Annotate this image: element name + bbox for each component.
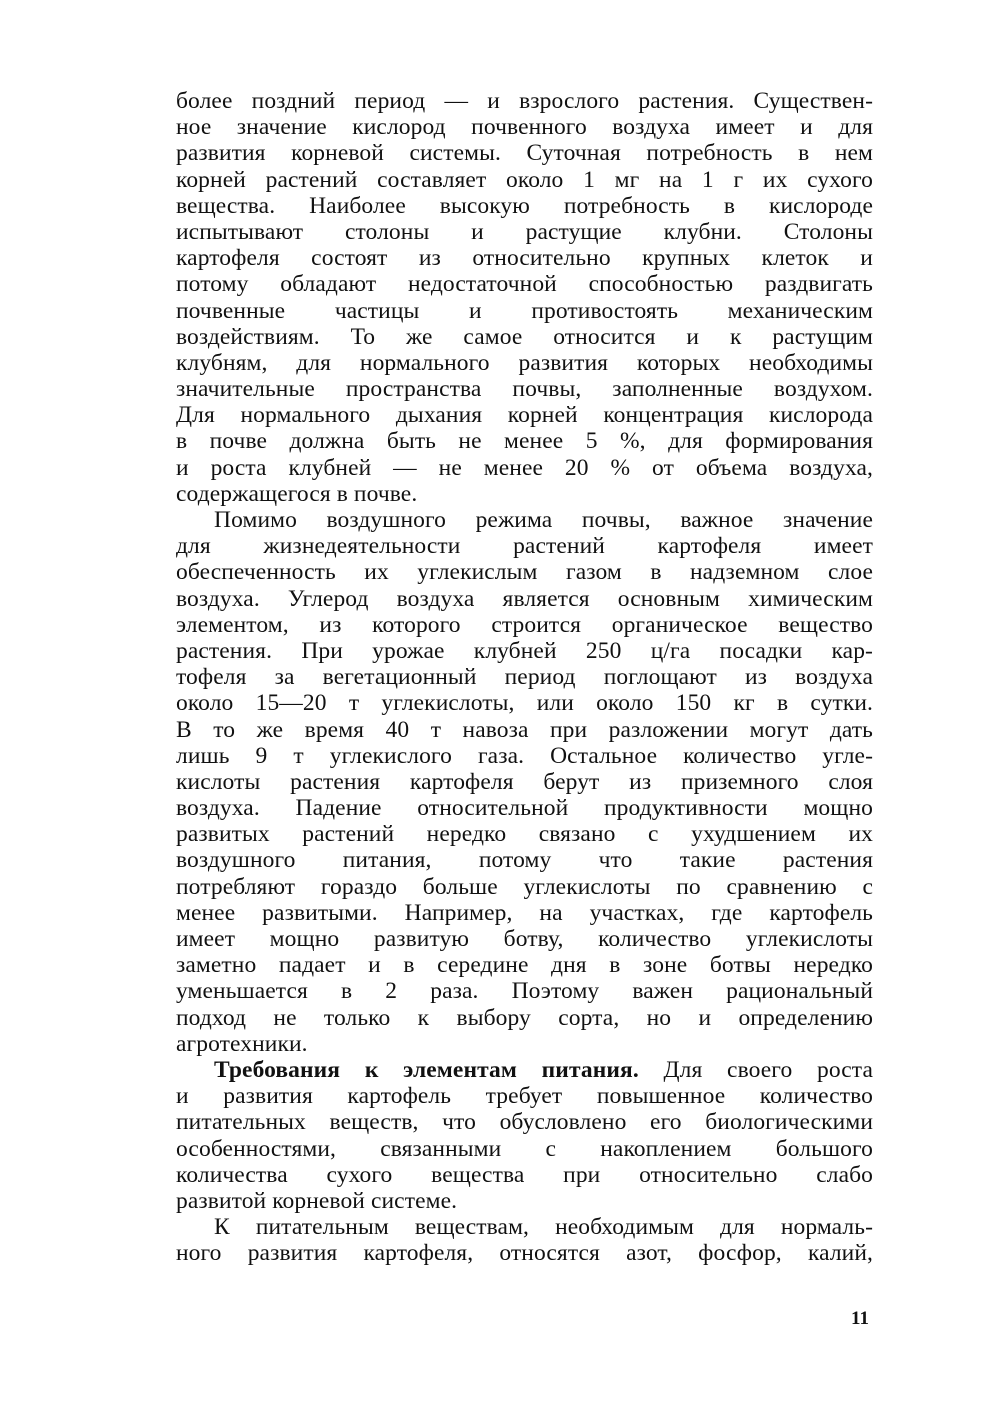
text-line <box>176 1057 873 1083</box>
text-line: корней растений составляет около 1 мг на 1 г их сухого <box>176 166 873 193</box>
text-line: подход не только к выбору сорта, но и определению <box>176 1004 873 1031</box>
text-line: воздуха. Падение относительной продуктивности мощно <box>176 795 873 822</box>
paragraph-nutrition-requirements <box>176 1057 873 1214</box>
text-line: в почве должна быть не менее 5 %, для формирования <box>176 428 873 455</box>
page-number: 11 <box>851 1308 869 1329</box>
text-line: ного развития картофеля, относятся азот, фосфор, калий, <box>176 1240 873 1267</box>
text-line: и роста клубней — не менее 20 % от объема воздуха, <box>176 454 873 481</box>
text-line: растения. При урожае клубней 250 ц/га посадки кар- <box>176 637 873 664</box>
text-run: Для своего роста <box>638 1056 873 1083</box>
text-line: лишь 9 т углекислого газа. Остальное количество угле- <box>176 742 873 769</box>
text-line: кислоты растения картофеля берут из приземного слоя <box>176 768 873 795</box>
text-line: особенностями, связанными с накоплением большого <box>176 1135 873 1162</box>
text-line: тофеля за вегетационный период поглощают из воздуха <box>176 664 873 691</box>
text-line: более поздний период — и взрослого растения. Существен- <box>176 88 873 114</box>
text-line: воздуха. Углерод воздуха является основным химическим <box>176 585 873 612</box>
text-line: ное значение кислород почвенного воздуха имеет и для <box>176 114 873 141</box>
text-line: Для нормального дыхания корней концентрация кислорода <box>176 402 873 429</box>
paragraph-oxygen <box>176 88 873 507</box>
text-line: для жизнедеятельности растений картофеля имеет <box>176 533 873 560</box>
text-line: испытывают столоны и растущие клубни. Столоны <box>176 218 873 245</box>
text-line: Помимо воздушного режима почвы, важное значение <box>214 507 873 533</box>
text-line: обеспеченность их углекислым газом в надземном слое <box>176 559 873 586</box>
text-line: почвенные частицы и противостоять механическим <box>176 297 873 324</box>
section-heading: Требования к элементам питания. <box>214 1056 639 1083</box>
text-line: воздействиям. То же самое относится и к растущим <box>176 323 873 350</box>
text-line: питательных веществ, что обусловлено его биологическими <box>176 1109 873 1136</box>
text-line: В то же время 40 т навоза при разложении могут дать <box>176 716 873 743</box>
text-line: менее развитыми. Например, на участках, где картофель <box>176 899 873 926</box>
text-line: картофеля состоят из относительно крупных клеток и <box>176 245 873 272</box>
text-line: содержащегося в почве. <box>176 480 418 507</box>
text-line: около 15—20 т углекислоты, или около 150 кг в сутки. <box>176 690 873 717</box>
text-line: и развития картофель требует повышенное количество <box>176 1083 873 1110</box>
text-line: К питательным веществам, необходимым для нормаль- <box>214 1214 873 1241</box>
text-line: элементом, из которого строится органическое вещество <box>176 611 873 638</box>
text-line: агротехники. <box>176 1030 308 1057</box>
text-line: значительные пространства почвы, заполненные воздухом. <box>176 376 873 403</box>
text-line: развитой корневой системе. <box>176 1187 458 1214</box>
text-line: количества сухого вещества при относительно слабо <box>176 1161 873 1188</box>
text-line: воздушного питания, потому что такие растения <box>176 847 873 874</box>
text-line: развития корневой системы. Суточная потребность в нем <box>176 140 873 167</box>
document-page <box>176 88 873 1266</box>
text-line: потребляют гораздо больше углекислоты по сравнению с <box>176 873 873 900</box>
text-line: заметно падает и в середине дня в зоне ботвы нередко <box>176 952 873 979</box>
text-line: потому обладают недостаточной способностью раздвигать <box>176 271 873 298</box>
paragraph-carbon-dioxide <box>176 507 873 1057</box>
text-line: развитых растений нередко связано с ухудшением их <box>176 821 873 848</box>
text-line: клубням, для нормального развития которых необходимы <box>176 349 873 376</box>
text-line: вещества. Наиболее высокую потребность в кислороде <box>176 192 873 219</box>
text-line: имеет мощно развитую ботву, количество углекислоты <box>176 926 873 952</box>
text-line: уменьшается в 2 раза. Поэтому важен рациональный <box>176 978 873 1005</box>
paragraph-nutrients <box>176 1214 873 1266</box>
